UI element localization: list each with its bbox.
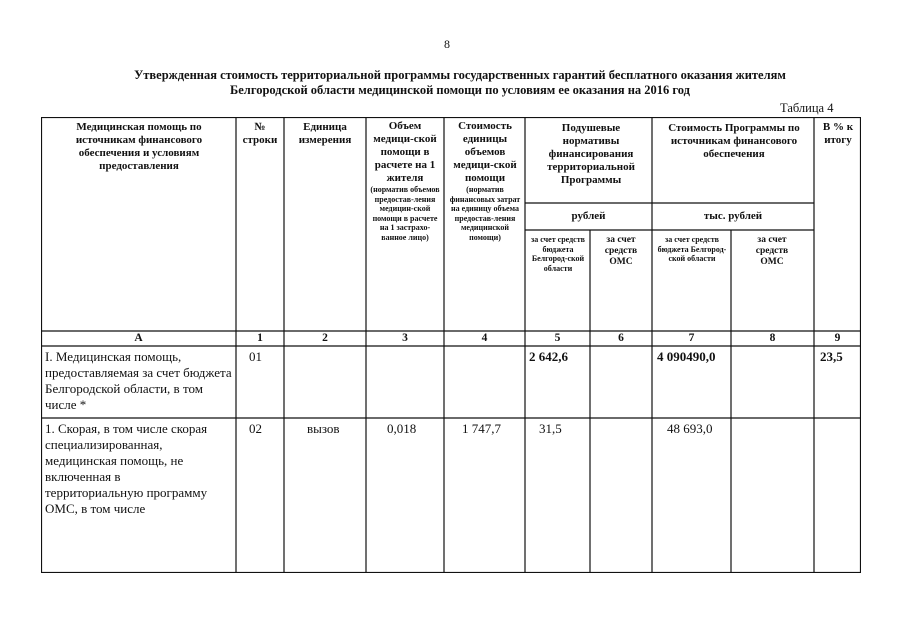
colnum-4: 4 <box>481 332 488 344</box>
row1-per-capita-budget: 2 642,6 <box>529 349 568 364</box>
row2-unit: вызов <box>307 421 340 436</box>
table-label: Таблица 4 <box>780 101 834 115</box>
title-line-1: Утвержденная стоимость территориальной программы государственных гарантий бесплатного оказания жителям <box>134 68 786 82</box>
header-program-cost: Стоимость Программы по источникам финансового обеспечения <box>668 122 800 160</box>
row2-name: 1. Скорая, в том числе скорая специализированная, медицинская помощь, не включенная в территориальную программу ОМС, в том числе <box>45 421 208 516</box>
colnum-9: 9 <box>834 332 841 344</box>
header-per-capita: Подушевые нормативы финансирования территориальной Программы <box>547 122 635 186</box>
row1-line: 01 <box>249 349 262 364</box>
header-col8: за счет средств ОМС <box>755 235 789 267</box>
header-program-cost-unit: тыс. рублей <box>703 210 763 222</box>
header-volume-note: (норматив объемов предостав-ления медицин-ской помощи в расчете на 1 застрахо-ванное лицо) <box>370 185 440 242</box>
colnum-a: А <box>134 332 143 344</box>
page-number: 8 <box>444 37 450 51</box>
cost-table <box>41 117 861 573</box>
header-unit-cost <box>447 120 523 242</box>
row2-cost: 1 747,7 <box>462 421 501 436</box>
title-line-2: Белгородской области медицинской помощи по условиям ее оказания на 2016 год <box>230 83 690 97</box>
document-title <box>60 68 860 98</box>
row2-per-capita-budget: 31,5 <box>539 421 562 436</box>
header-medical-care: Медицинская помощь по источникам финансового обеспечения и условиям предоставления <box>75 121 203 172</box>
row1-percent: 23,5 <box>820 349 843 364</box>
header-unit: Единица измерения <box>298 121 352 146</box>
header-percent: В % к итогу <box>822 121 854 146</box>
colnum-1: 1 <box>257 332 263 344</box>
row2-volume: 0,018 <box>387 421 417 436</box>
header-unit-cost-note: (норматив финансовых затрат на единицу объема предостав-ления медицинской помощи) <box>449 185 521 242</box>
colnum-3: 3 <box>402 332 408 344</box>
row1-name: I. Медицинская помощь, предоставляемая за счет бюджета Белгородской области, в том числе * <box>45 349 232 412</box>
header-volume-main: Объем медици-ской помощи в расчете на 1 жителя <box>373 120 437 184</box>
row1-program-budget: 4 090490,0 <box>657 349 716 364</box>
row2-line: 02 <box>249 421 262 436</box>
colnum-7: 7 <box>688 332 695 344</box>
header-per-capita-unit: рублей <box>571 210 606 222</box>
header-col5: за счет средств бюджета Белгород-ской области <box>531 235 585 273</box>
row2-program-budget: 48 693,0 <box>667 421 713 436</box>
header-volume <box>369 120 441 242</box>
colnum-6: 6 <box>618 332 624 344</box>
colnum-5: 5 <box>554 332 561 344</box>
colnum-2: 2 <box>322 332 328 344</box>
header-col6: за счет средств ОМС <box>604 235 638 267</box>
header-col7: за счет средств бюджета Белгород-ской области <box>657 235 727 263</box>
header-line-number: № строки <box>242 121 278 146</box>
header-unit-cost-main: Стоимость единицы объемов медици-ской помощи <box>453 120 517 184</box>
colnum-8: 8 <box>769 332 776 344</box>
